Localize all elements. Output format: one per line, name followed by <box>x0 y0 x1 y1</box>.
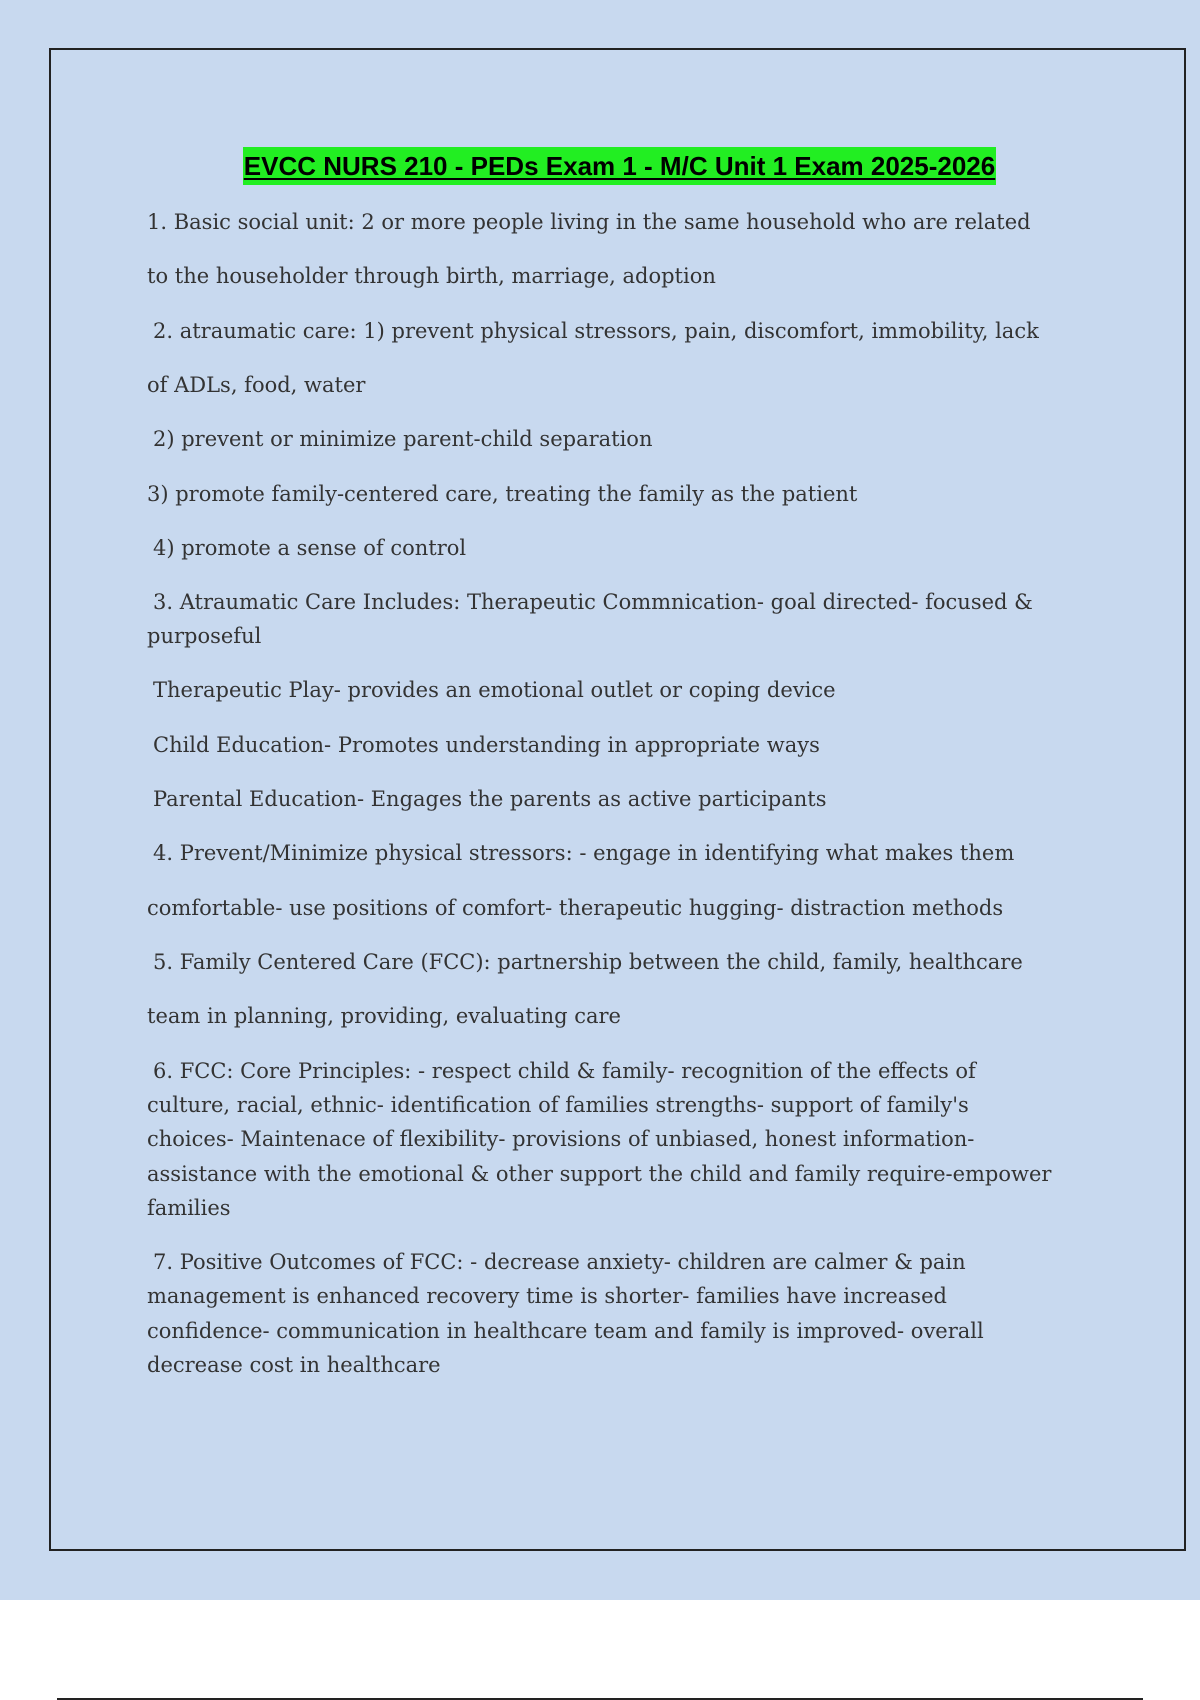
title-container <box>51 147 1188 185</box>
text-line: assistance with the emotional & other support the child and family require-empower <box>147 1162 1052 1186</box>
text-line: of ADLs, food, water <box>147 373 366 397</box>
text-line: 3. Atraumatic Care Includes: Therapeutic Commnication- goal directed- focused & <box>153 590 1033 614</box>
text-line: Parental Education- Engages the parents as active participants <box>153 787 827 811</box>
text-line: 1. Basic social unit: 2 or more people living in the same household who are related <box>147 210 1031 234</box>
text-line: 4) promote a sense of control <box>153 536 467 560</box>
text-line: 7. Positive Outcomes of FCC: - decrease anxiety- children are calmer & pain <box>153 1250 966 1274</box>
text-line: 2. atraumatic care: 1) prevent physical stressors, pain, discomfort, immobility, lack <box>153 319 1039 343</box>
text-line: confidence- communication in healthcare team and family is improved- overall <box>147 1319 984 1343</box>
text-line: 4. Prevent/Minimize physical stressors: - engage in identifying what makes them <box>153 841 1015 865</box>
document-title: EVCC NURS 210 - PEDs Exam 1 - M/C Unit 1 Exam 2025-2026 <box>243 147 996 185</box>
text-line: purposeful <box>147 624 262 648</box>
text-line: Therapeutic Play- provides an emotional outlet or coping device <box>153 678 836 702</box>
text-line: 5. Family Centered Care (FCC): partnership between the child, family, healthcare <box>153 950 1023 974</box>
text-line: 2) prevent or minimize parent-child separation <box>153 427 653 451</box>
text-line: team in planning, providing, evaluating care <box>147 1004 621 1028</box>
text-line: comfortable- use positions of comfort- therapeutic hugging- distraction methods <box>147 896 1004 920</box>
text-line: to the householder through birth, marriage, adoption <box>147 264 716 288</box>
text-line: Child Education- Promotes understanding in appropriate ways <box>153 733 820 757</box>
text-line: 6. FCC: Core Principles: - respect child & family- recognition of the effects of <box>153 1059 976 1083</box>
text-line: decrease cost in healthcare <box>147 1353 441 1377</box>
text-line: choices- Maintenace of flexibility- provisions of unbiased, honest information- <box>147 1127 975 1151</box>
text-line: culture, racial, ethnic- identification of families strengths- support of family's <box>147 1093 969 1117</box>
text-line: families <box>147 1196 231 1220</box>
text-line: management is enhanced recovery time is shorter- families have increased <box>147 1284 947 1308</box>
document-frame <box>49 48 1186 1551</box>
text-line: 3) promote family-centered care, treating the family as the patient <box>147 482 858 506</box>
